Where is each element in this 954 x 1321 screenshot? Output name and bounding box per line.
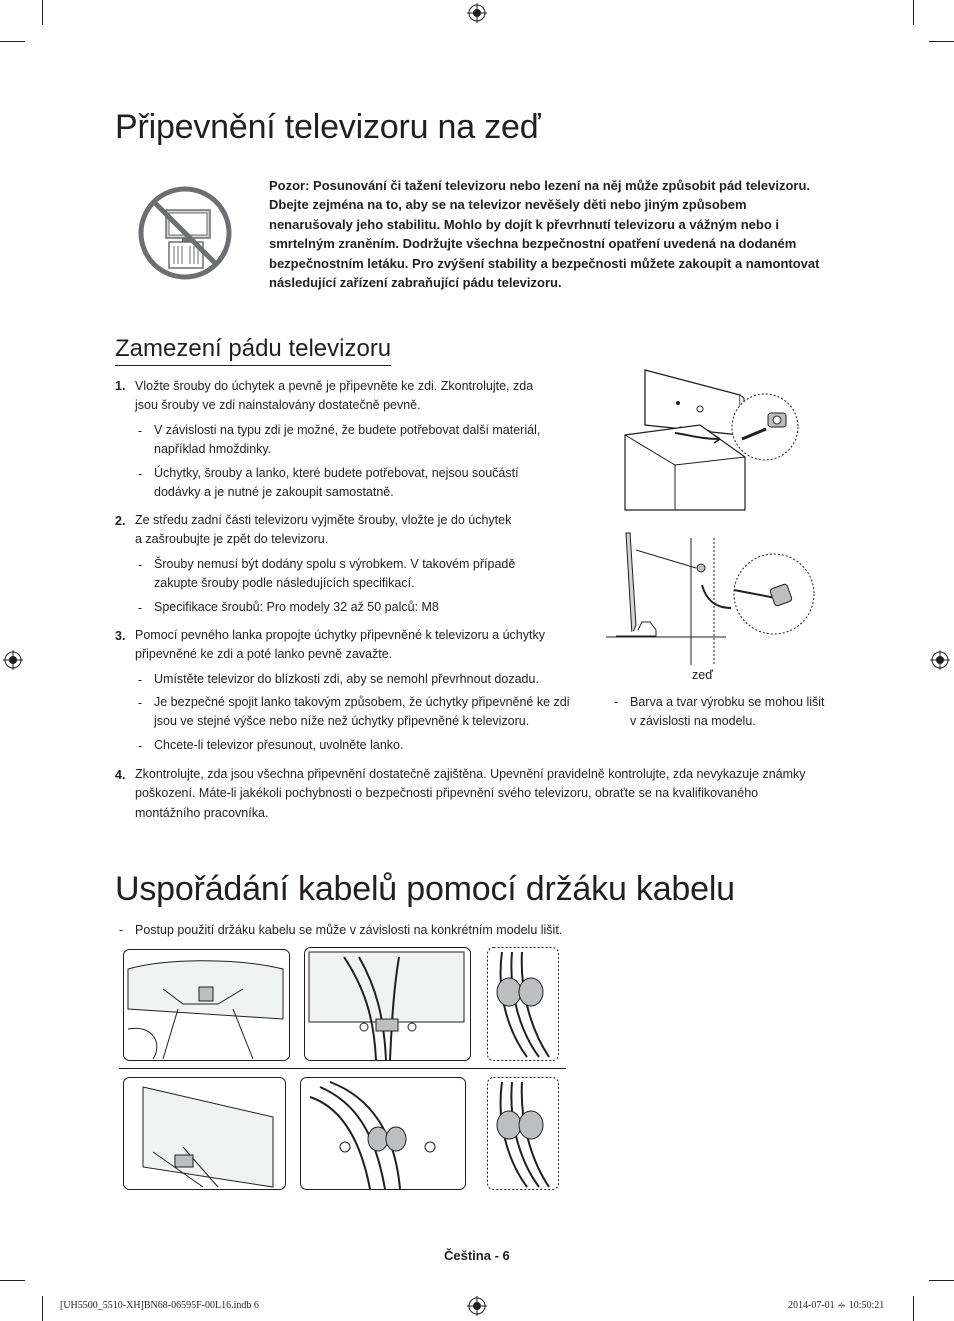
crop-mark (42, 0, 43, 25)
step-text (135, 765, 855, 823)
figure-note-line: Barva a tvar výrobku se mohou lišit (630, 695, 825, 709)
step-note (154, 736, 403, 755)
step-text-line: Pomocí pevného lanka propojte úchytky připevněné k televizoru a úchytky (135, 628, 545, 642)
crop-mark (913, 1296, 914, 1321)
registration-mark-icon (467, 1296, 487, 1316)
divider (119, 1068, 566, 1069)
crop-mark (42, 1296, 43, 1321)
step-number: 4. (115, 768, 126, 782)
note-dash: - (138, 467, 143, 481)
step-note (154, 464, 519, 503)
subsection-title-prevent-fall: Zamezení pádu televizoru (115, 335, 391, 366)
step-text-line: Ze středu zadní části televizoru vyjměte šrouby, vložte je do úchytek (135, 513, 512, 527)
cable-note: Postup použití držáku kabelu se může v závislosti na konkrétním modelu lišit. (135, 923, 563, 937)
crop-mark (913, 0, 914, 25)
section-title-wall-mount: Připevnění televizoru na zeď (115, 108, 541, 146)
tv-anchor-illustration (620, 365, 800, 515)
figure-note-line: v závislosti na modelu. (630, 714, 756, 728)
step-note (154, 598, 439, 617)
date-info: 2014-07-01 ꕂ 10:50:21 (788, 1300, 885, 1311)
note-line: Chcete-li televizor přesunout, uvolněte lanko. (154, 738, 404, 752)
note-line: například hmoždinky. (154, 442, 272, 457)
step-text (135, 626, 545, 665)
step-text (135, 511, 511, 550)
note-line: dodávky a je nutné je zakoupit samostatně. (154, 485, 394, 500)
note-line: Úchytky, šrouby a lanko, které budete potřebovat, nejsou součástí (154, 466, 519, 480)
note-dash: - (138, 696, 143, 710)
step-text-line: Vložte šrouby do úchytek a pevně je připevněte ke zdi. Zkontrolujte, zda (135, 379, 534, 393)
step-number: 3. (115, 629, 126, 643)
note-dash: - (138, 558, 143, 572)
note-line: zakupte šrouby podle následujících specifikací. (154, 576, 415, 591)
step-text (135, 377, 533, 416)
step-number: 1. (115, 379, 126, 393)
cable-clip-detail-illustration (487, 947, 559, 1061)
step-text-line: a zašroubujte je zpět do televizoru. (135, 532, 329, 547)
step-text-line: připevněné ke zdi a poté lanko pevně zavažte. (135, 647, 393, 662)
registration-mark-icon (3, 650, 23, 670)
note-line: Specifikace šroubů: Pro modely 32 až 50 palců: M8 (154, 600, 439, 614)
cable-holder-step-illustration (304, 947, 471, 1061)
note-dash: - (614, 695, 619, 709)
step-text-line: montážního pracovníka. (135, 805, 269, 820)
section-title-cable-holder: Uspořádání kabelů pomocí držáku kabelu (115, 870, 735, 908)
note-line: jsou ve stejné výšce nebo níže než úchytky připevněné k televizoru. (154, 714, 530, 729)
file-info: [UH5500_5510-XH]BN68-06595F-00L16.indb 6 (60, 1300, 259, 1311)
cable-holder-step-illustration (300, 1077, 466, 1190)
note-dash: - (138, 673, 143, 687)
warning-text: Pozor: Posunování či tažení televizoru nebo lezení na něj může způsobit pád televizoru. Dbejte zejména na to, aby se na televizor nevěšely děti nebo jiným způsobem nenarušovaly jeho stabilitu. Mohlo by dojít k převrhnutí televizoru a vážným nebo i smrtelným zraněním. Dodržujte všechna bezpečnostní opatření uvedená na dodaném bezpečnostním letáku. Pro zvýšení stability a bezpečnosti můžete zakoupit a namontovat následující zařízení zabraňující pádu televizoru. (269, 178, 820, 291)
page-number: Čeština - 6 (444, 1248, 510, 1263)
registration-mark-icon (930, 650, 950, 670)
cable-clip-detail-illustration (487, 1077, 559, 1190)
cable-holder-step-illustration (123, 1077, 286, 1190)
note-dash: - (138, 424, 143, 438)
crop-mark (929, 41, 954, 42)
figure-note (630, 693, 825, 731)
note-line: V závislosti na typu zdi je možné, že budete potřebovat další materiál, (154, 423, 541, 437)
note-dash: - (138, 739, 143, 753)
step-text-line: jsou šrouby ve zdi nainstalovány dostatečně pevně. (135, 398, 421, 413)
note-line: Je bezpečné spojit lanko takovým způsobem, že úchytky připevněné ke zdi (154, 695, 570, 709)
wall-label: zeď (692, 668, 713, 682)
note-dash: - (138, 601, 143, 615)
step-note (154, 555, 515, 594)
step-note (154, 693, 570, 732)
crop-mark (929, 1280, 954, 1281)
registration-mark-icon (467, 3, 487, 23)
note-dash: - (119, 923, 124, 937)
step-note (154, 421, 540, 460)
crop-mark (0, 1280, 25, 1281)
cable-holder-step-illustration (123, 949, 290, 1061)
step-note (154, 670, 539, 689)
step-number: 2. (115, 514, 126, 528)
no-climbing-warning-icon (138, 186, 232, 280)
step-text-line: Zkontrolujte, zda jsou všechna připevnění dostatečně zajištěna. Upevnění pravidelně kontrolujte, zda nevykazuje známky (135, 767, 806, 781)
note-line: Umístěte televizor do blízkosti zdi, aby se nemohl převrhnout dozadu. (154, 672, 539, 686)
crop-mark (0, 41, 25, 42)
tv-wall-side-illustration (606, 530, 821, 670)
step-text-line: poškození. Máte-li jakékoli pochybnosti o bezpečnosti připevnění svého televizoru, obraťte se na kvalifikovaného (135, 786, 759, 801)
note-line: Šrouby nemusí být dodány spolu s výrobkem. V takovém případě (154, 557, 516, 571)
